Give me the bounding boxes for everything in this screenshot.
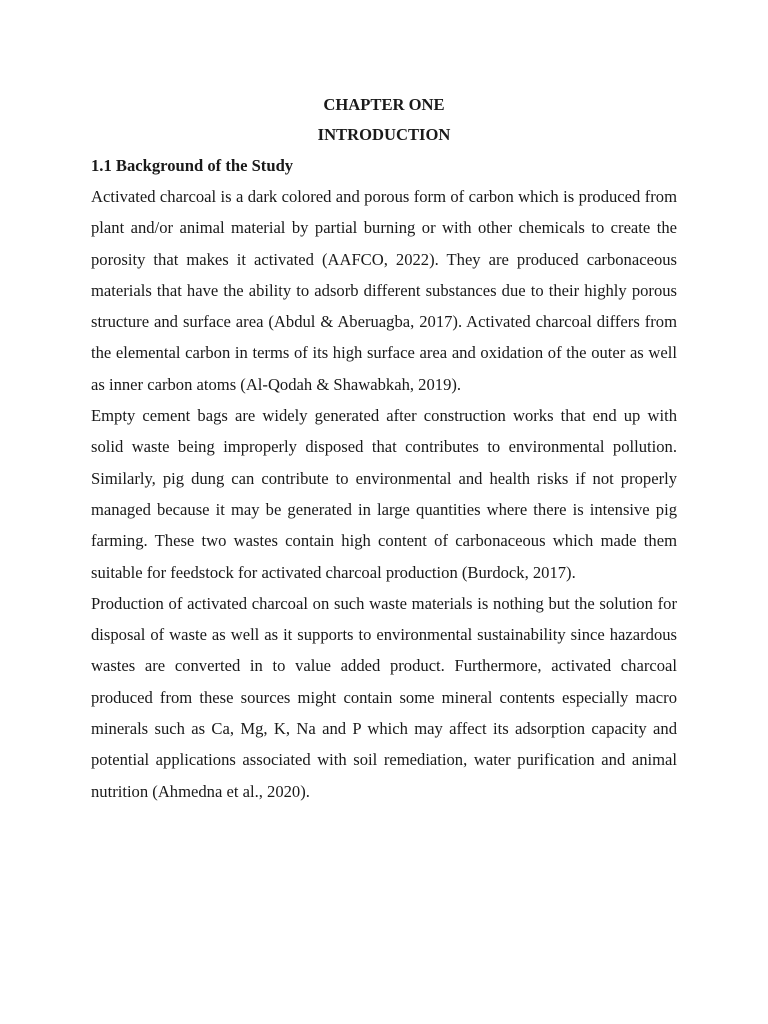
chapter-subtitle: INTRODUCTION <box>317 125 451 144</box>
section-title: 1.1 Background of the Study <box>91 156 294 175</box>
document-page <box>91 90 677 807</box>
paragraph-3: Production of activated charcoal on such waste materials is nothing but the solution for disposal of waste as well as it supports to environmental sustainability since hazardous wastes are converted in to value added product. Furthermore, activated charcoal produced from these sources might contain some mineral contents especially macro minerals such as Ca, Mg, K, Na and P which may affect its adsorption capacity and potential applications associated with soil remediation, water purification and animal nutrition (Ahmedna et al., 2020). <box>91 593 677 801</box>
paragraph-2: Empty cement bags are widely generated after construction works that end up with solid waste being improperly disposed that contributes to environmental pollution. Similarly, pig dung can contribute to environmental and health risks if not properly managed because it may be generated in large quantities where there is intensive pig farming. These two wastes contain high content of carbonaceous which made them suitable for feedstock for activated charcoal production (Burdock, 2017). <box>91 406 677 582</box>
chapter-title: CHAPTER ONE <box>323 95 445 114</box>
paragraph-1: Activated charcoal is a dark colored and porous form of carbon which is produced from plant and/or animal material by partial burning or with other chemicals to create the porosity that makes it activated (AAFCO, 2022). They are produced carbonaceous materials that have the ability to adsorb different substances due to their highly porous structure and surface area (Abdul & Aberuagba, 2017). Activated charcoal differs from the elemental carbon in terms of its high surface area and oxidation of the outer as well as inner carbon atoms (Al-Qodah & Shawabkah, 2019). <box>91 187 677 394</box>
